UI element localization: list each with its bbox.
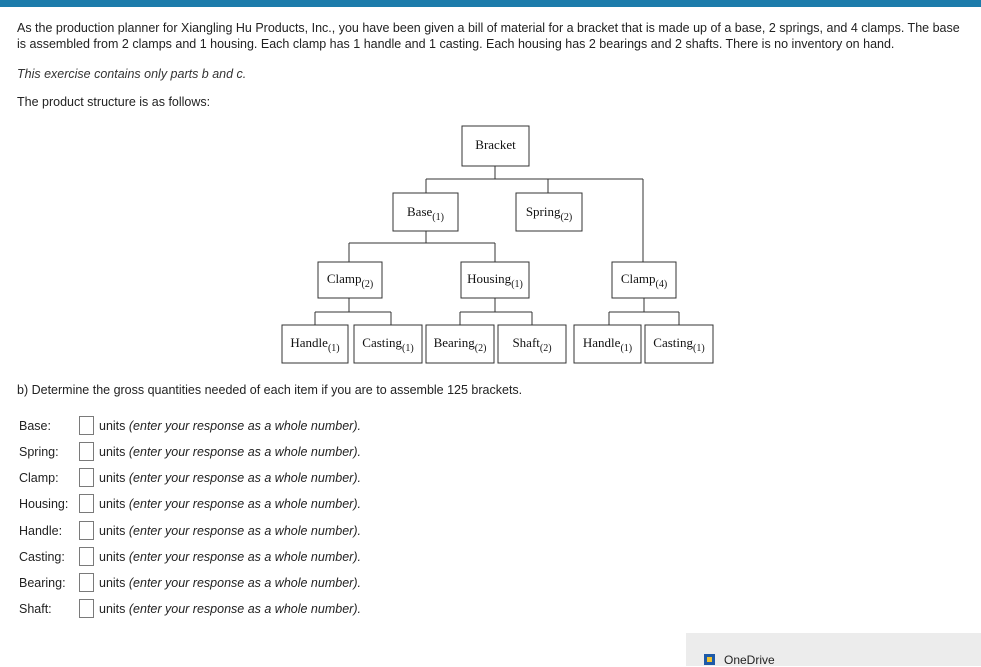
node-housing <box>461 262 529 298</box>
svg-text:Spring(2): Spring$_{(2)}$ <box>525 204 573 223</box>
onedrive-label: OneDrive <box>724 653 775 667</box>
node-clamp-2 <box>318 262 382 298</box>
housing-input[interactable] <box>79 494 94 513</box>
answer-label: Casting: <box>19 550 65 564</box>
svg-text:Casting(1): Casting$_{(1)}$ <box>653 335 705 354</box>
answer-row-casting <box>17 547 417 567</box>
node-handle-2 <box>574 325 641 363</box>
answer-units: units (enter your response as a whole number). <box>99 419 361 433</box>
node-clamp-4 <box>612 262 676 298</box>
answer-label: Spring: <box>19 445 59 459</box>
svg-text:Clamp(4): Clamp$_{(4)}$ <box>620 271 668 290</box>
base-input[interactable] <box>79 416 94 435</box>
svg-text:Bearing(2): Bearing$_{(2)}$ <box>433 335 487 354</box>
answer-label: Bearing: <box>19 576 66 590</box>
answer-row-shaft <box>17 599 417 619</box>
question-b: b) Determine the gross quantities needed of each item if you are to assemble 125 brackets. <box>17 383 523 397</box>
answer-row-clamp <box>17 468 417 488</box>
answer-label: Shaft: <box>19 602 52 616</box>
clamp-input[interactable] <box>79 468 94 487</box>
node-bracket <box>462 126 529 166</box>
svg-text:Handle(1): Handle$_{(1)}$ <box>582 335 633 354</box>
svg-text:Housing(1): Housing$_{(1)}$ <box>467 271 523 290</box>
svg-text:Handle(1): Handle$_{(1)}$ <box>290 335 340 354</box>
svg-text:Bracket: Bracket <box>475 137 516 152</box>
casting-input[interactable] <box>79 547 94 566</box>
node-casting-2 <box>645 325 713 363</box>
node-base <box>393 193 458 231</box>
answer-row-bearing <box>17 573 417 593</box>
problem-intro: As the production planner for Xiangling Hu Products, Inc., you have been given a bill of material for a bracket that is made up of a base, 2 springs, and 4 clamps. The base is assembled from 2 clamps and 1 housing. Each clamp has 1 handle and 1 casting. Each housing has 2 bearings and 2 shafts. There is no inventory on hand. <box>17 21 960 51</box>
parts-note: This exercise contains only parts b and c. <box>17 67 247 81</box>
svg-text:Base(1): Base$_{(1)}$ <box>407 204 444 223</box>
onedrive-panel[interactable] <box>686 633 981 666</box>
answer-units: units (enter your response as a whole number). <box>99 445 361 459</box>
structure-label: The product structure is as follows: <box>17 95 211 109</box>
svg-text:Shaft(2): Shaft$_{(2)}$ <box>512 335 552 354</box>
answer-units: units (enter your response as a whole number). <box>99 576 361 590</box>
svg-text:Clamp(2): Clamp$_{(2)}$ <box>326 271 374 290</box>
handle-input[interactable] <box>79 521 94 540</box>
answer-row-handle <box>17 521 417 541</box>
answer-row-base <box>17 416 417 436</box>
onedrive-icon <box>704 654 715 665</box>
answer-units: units (enter your response as a whole number). <box>99 524 361 538</box>
spring-input[interactable] <box>79 442 94 461</box>
answer-units: units (enter your response as a whole number). <box>99 550 361 564</box>
node-bearing <box>426 325 494 363</box>
answer-row-housing <box>17 494 417 514</box>
node-handle-1 <box>282 325 348 363</box>
node-casting-1 <box>354 325 422 363</box>
answer-row-spring <box>17 442 417 462</box>
answer-units: units (enter your response as a whole number). <box>99 497 361 511</box>
svg-text:Casting(1): Casting$_{(1)}$ <box>362 335 414 354</box>
shaft-input[interactable] <box>79 599 94 618</box>
bearing-input[interactable] <box>79 573 94 592</box>
answer-label: Clamp: <box>19 471 59 485</box>
tree-connectors <box>315 166 679 325</box>
answer-label: Handle: <box>19 524 63 538</box>
answer-units: units (enter your response as a whole number). <box>99 471 361 485</box>
node-spring <box>516 193 582 231</box>
answer-label: Housing: <box>19 497 69 511</box>
node-shaft <box>498 325 566 363</box>
answer-label: Base: <box>19 419 51 433</box>
answer-units: units (enter your response as a whole number). <box>99 602 361 616</box>
